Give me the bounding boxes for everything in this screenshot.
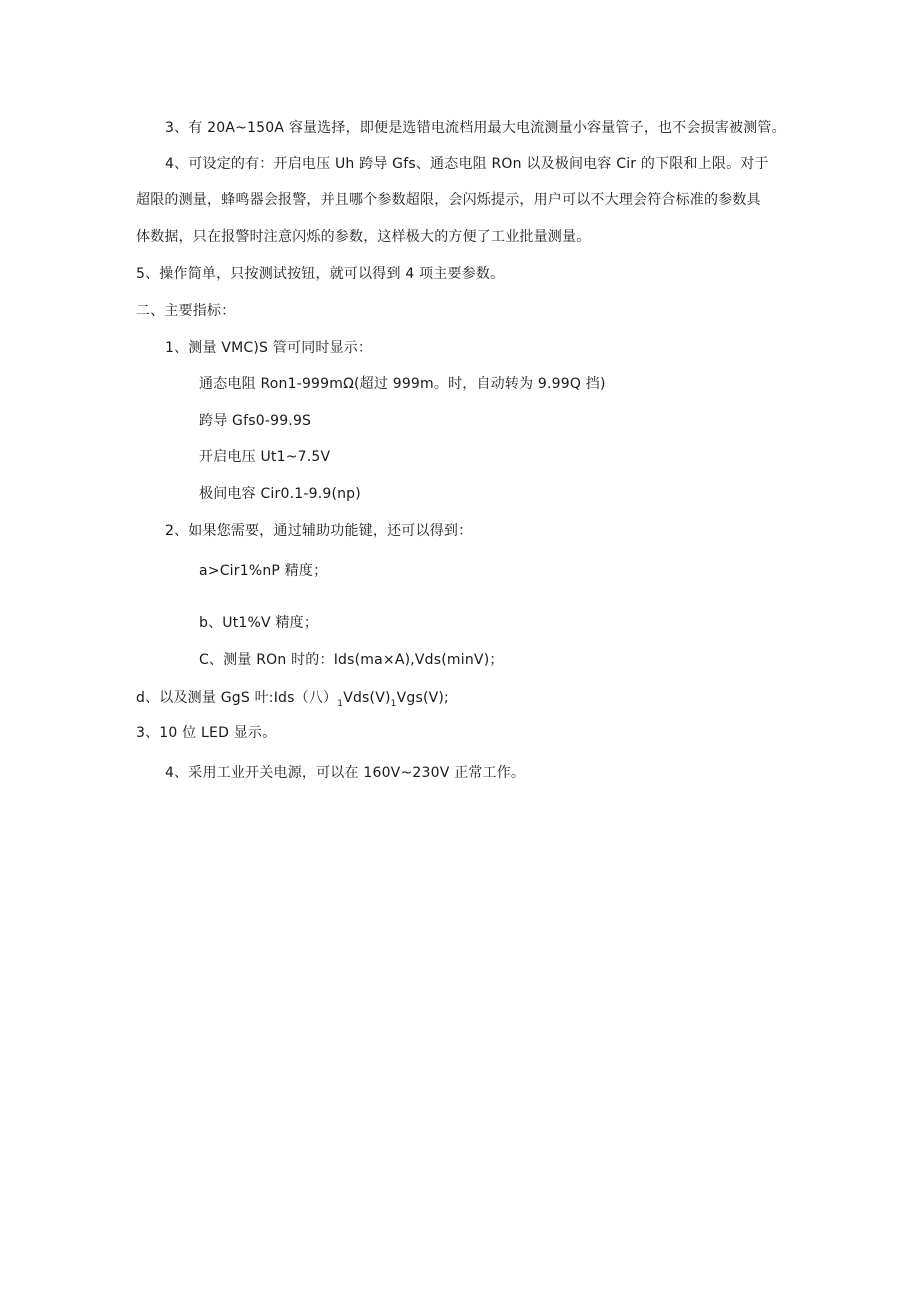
spec-2-item-d-part-3: Vgs(V); xyxy=(396,690,449,706)
spec-1-gfs: 跨导 Gfs0-99.9S xyxy=(199,413,312,429)
paragraph-item-5: 5、操作简单，只按测试按钮，就可以得到 4 项主要参数。 xyxy=(136,266,505,282)
spec-2-item-d-part-1: d、以及测量 GgS 叶:Ids（八） xyxy=(136,690,338,706)
spec-2-item-d-sub-1: 1 xyxy=(337,699,344,709)
paragraph-item-4-line-3: 体数据，只在报警时注意闪烁的参数，这样极大的方便了工业批量测量。 xyxy=(136,229,591,245)
spec-2-item-d-sub-2: 1 xyxy=(390,699,397,709)
spec-2-item-a: a>Cir1%nP 精度； xyxy=(199,563,328,579)
spec-4: 4、采用工业开关电源，可以在 160V~230V 正常工作。 xyxy=(165,765,526,781)
spec-1-ron: 通态电阻 Ron1-999mΩ(超过 999m。时，自动转为 9.99Q 挡) xyxy=(199,376,606,392)
section-2-heading: 二、主要指标： xyxy=(136,303,236,319)
spec-1-cir: 极间电容 Cir0.1-9.9(np) xyxy=(199,486,361,502)
spec-2-item-d xyxy=(136,688,449,710)
paragraph-item-3: 3、有 20A~150A 容量选择，即便是选错电流档用最大电流测量小容量管子，也不会损害被测管。 xyxy=(165,120,786,136)
spec-2-item-b: b、Ut1%V 精度； xyxy=(199,615,319,631)
spec-2-heading: 2、如果您需要，通过辅助功能键，还可以得到： xyxy=(165,523,473,539)
paragraph-item-4-line-2: 超限的测量，蜂鸣器会报警，并且哪个参数超限，会闪烁提示，用户可以不大理会符合标准的参数具 xyxy=(136,192,761,208)
spec-2-item-c: C、测量 ROn 时的：Ids(ma×A),Vds(minV)； xyxy=(199,652,504,668)
spec-3: 3、10 位 LED 显示。 xyxy=(136,725,277,741)
paragraph-item-4-line-1: 4、可设定的有：开启电压 Uh 跨导 Gfs、通态电阻 ROn 以及极间电容 Cir 的下限和上限。对于 xyxy=(165,156,769,172)
spec-2-item-d-part-2: Vds(V) xyxy=(343,690,391,706)
spec-1-ut: 开启电压 Ut1~7.5V xyxy=(199,449,331,465)
spec-1-heading: 1、测量 VMC)S 管可同时显示： xyxy=(165,340,373,356)
